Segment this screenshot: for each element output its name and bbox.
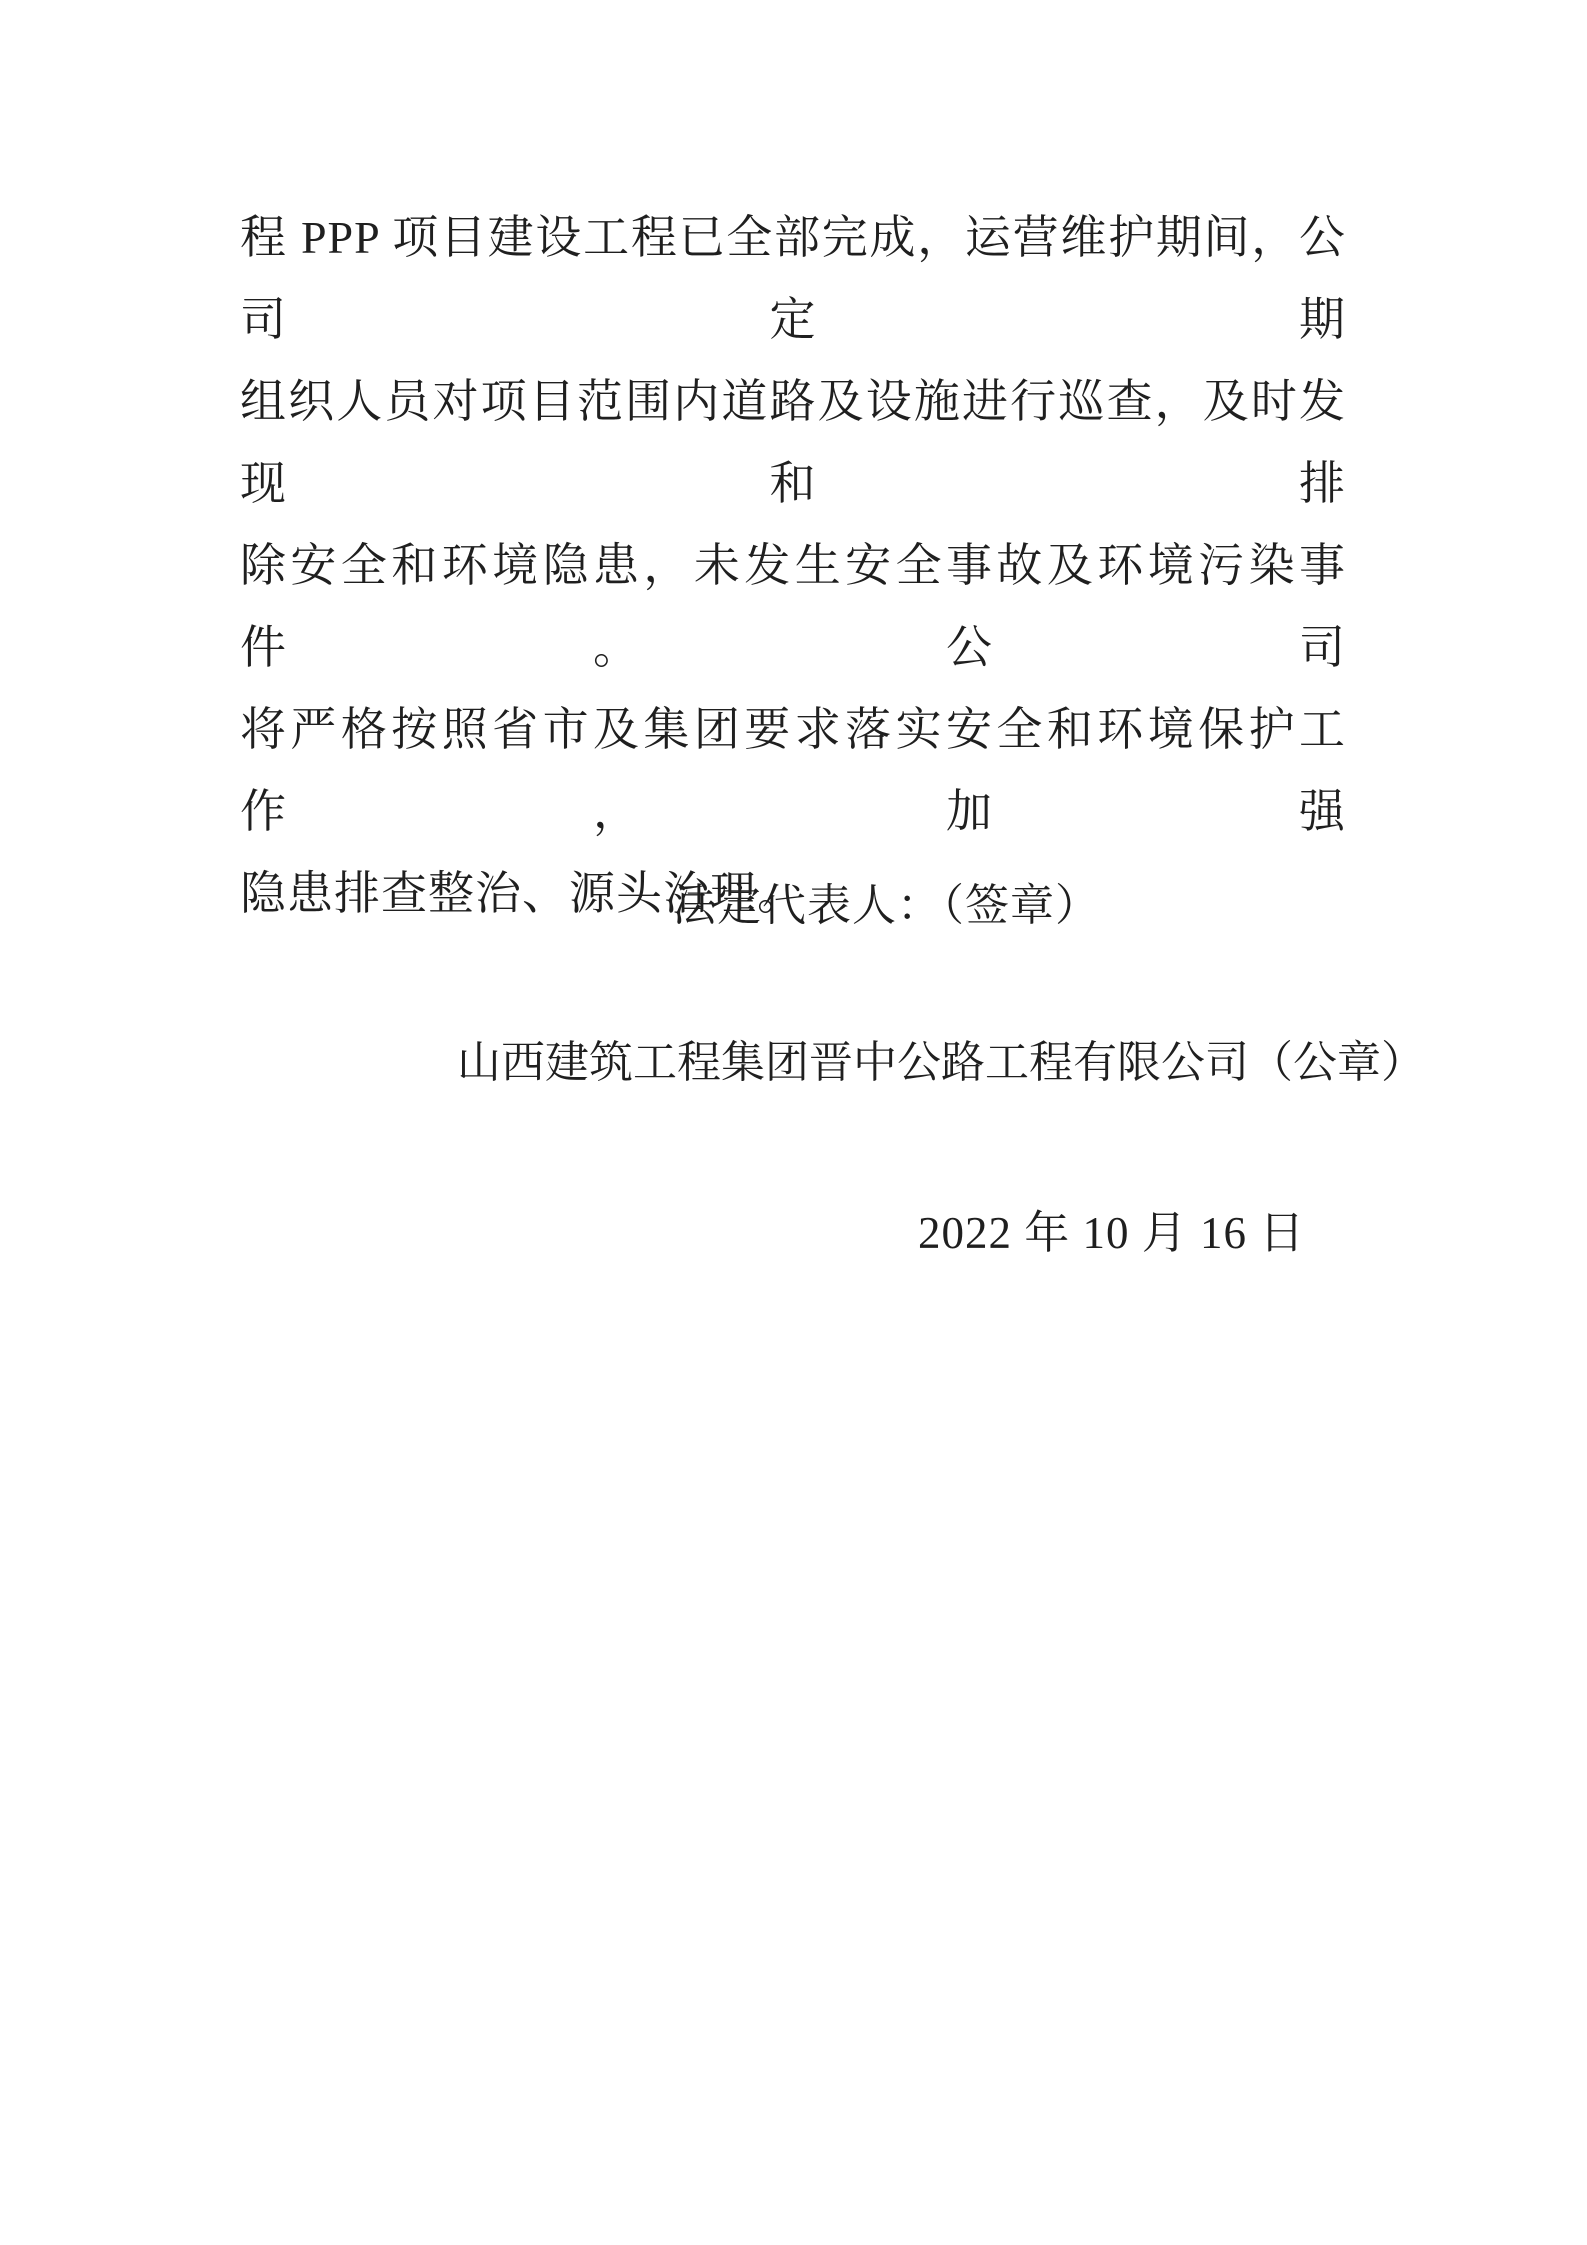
paragraph-line-4: 将严格按照省市及集团要求落实安全和环境保护工作，加强 (240, 704, 1346, 837)
body-paragraph (240, 197, 1346, 935)
paragraph-line-1: 程 PPP 项目建设工程已全部完成，运营维护期间，公司定期 (240, 212, 1346, 345)
paragraph-line-3: 除安全和环境隐患，未发生安全事故及环境污染事件。公司 (240, 540, 1346, 673)
paragraph-line-5: 隐患排查整治、源头治理。 (240, 868, 804, 919)
company-seal-line: 山西建筑工程集团晋中公路工程有限公司（公章） (457, 1038, 1425, 1087)
document-date: 2022 年 10 月 16 日 (918, 1208, 1306, 1258)
paragraph-line-2: 组织人员对项目范围内道路及设施进行巡查，及时发现和排 (240, 376, 1346, 509)
legal-representative-signature-line: 法定代表人：（签章） (672, 881, 1100, 930)
